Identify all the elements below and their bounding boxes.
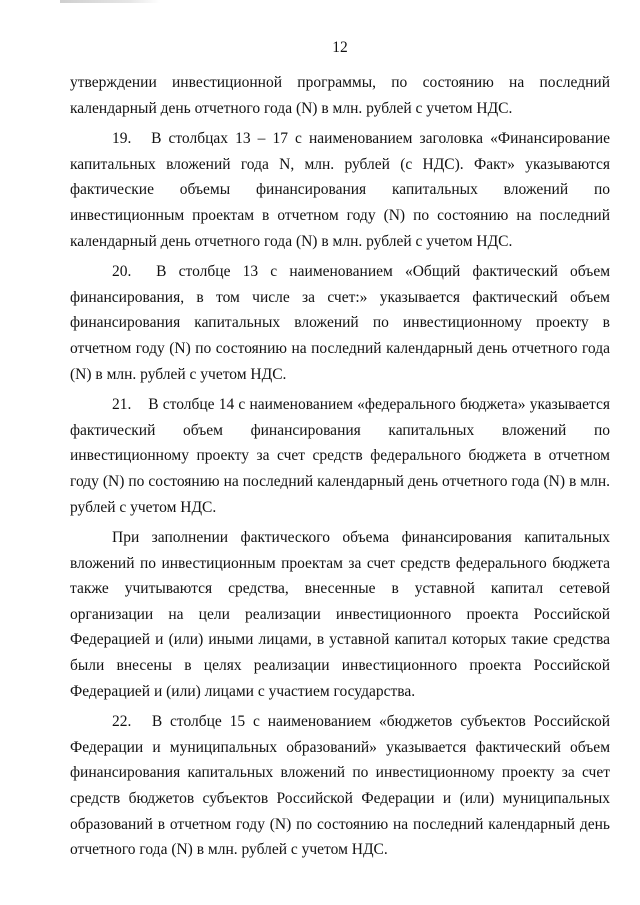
paragraph-continuation [70,70,610,121]
paragraph-text: При заполнении фактического объема финансирования капитальных вложений по инвестиционным проектам за счет средств федерального бюджета также учитываются средства, внесенные в уставной капитал сетевой организации на цели реализации инвестиционного проекта Российской Федерацией и (или) иными лицами, в уставной капитал которых такие средства были внесены в целях реализации инвестиционного проекта Российской Федерацией и (или) лицами с участием государства. [70,529,610,700]
paragraph-number: 19. [112,130,132,148]
paragraph-number: 20. [112,263,132,281]
paragraph-21-note [70,525,610,704]
paragraph-22 [70,709,610,863]
paragraph-number: 22. [112,713,132,731]
paragraph-text: утверждении инвестиционной программы, по состоянию на последний календарный день отчетного года (N) в млн. рублей с учетом НДС. [70,74,610,117]
paragraph-number: 21. [112,396,132,414]
paragraph-text: В столбце 14 с наименованием «федерального бюджета» указывается фактический объем финансирования капитальных вложений по инвестиционному проекту за счет средств федерального бюджета в отчетном году (N) по состоянию на последний календарный день отчетного года (N) в млн. рублей с учетом НДС. [70,396,611,516]
scan-edge-mark [60,0,160,3]
paragraph-19 [70,126,610,254]
paragraph-21 [70,392,610,520]
document-body [70,70,610,868]
paragraph-text: В столбце 15 с наименованием «бюджетов субъектов Российской Федерации и муниципальных образований» указывается фактический объем финансирования капитальных вложений по инвестиционному проекту за счет средств бюджетов субъектов Российской Федерации и (или) муниципальных образований в отчетном году (N) по состоянию на последний календарный день отчетного года (N) в млн. рублей с учетом НДС. [70,713,610,859]
paragraph-20 [70,259,610,387]
paragraph-text: В столбцах 13 – 17 с наименованием заголовка «Финансирование капитальных вложений года N, млн. рублей (с НДС). Факт» указываются фактические объемы финансирования капитальных вложений по инвестиционным проектам в отчетном году (N) по состоянию на последний календарный день отчетного года (N) в млн. рублей с учетом НДС. [70,130,610,250]
page-number: 12 [332,39,348,56]
paragraph-text: В столбце 13 с наименованием «Общий фактический объем финансирования, в том числе за счет:» указывается фактический объем финансирования капитальных вложений по инвестиционному проекту в отчетном году (N) по состоянию на последний календарный день отчетного года (N) в млн. рублей с учетом НДС. [70,263,611,383]
